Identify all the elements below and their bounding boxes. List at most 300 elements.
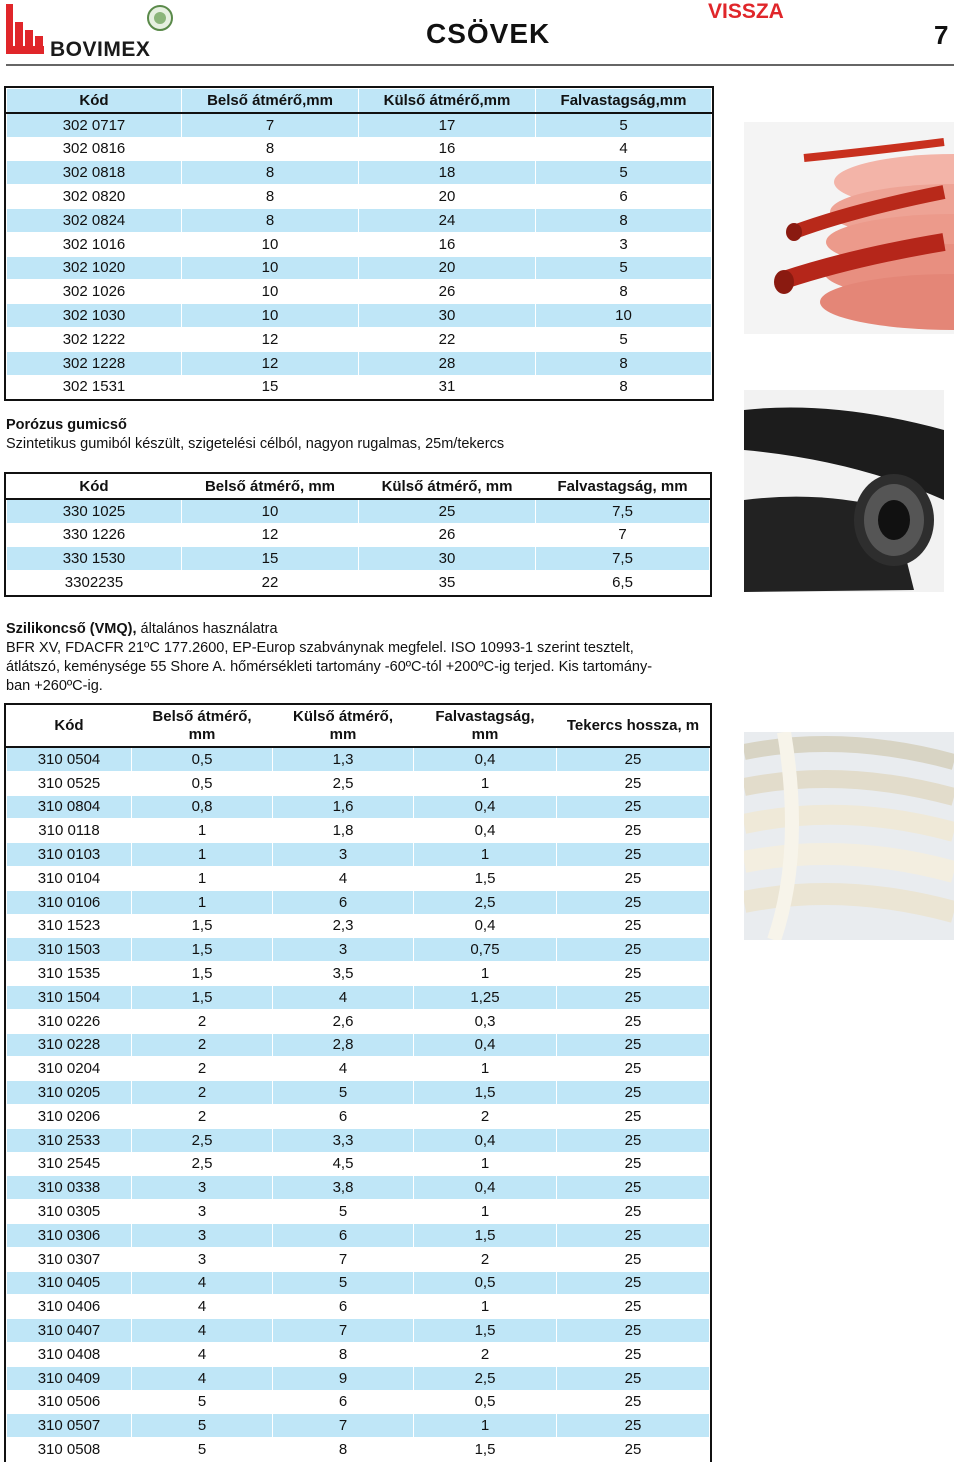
col-header-inner-diameter: Belső átmérő, mm — [182, 475, 359, 499]
cell-outer-diameter: 1,6 — [273, 795, 414, 819]
cell-roll-length: 25 — [557, 1128, 710, 1152]
table-row — [7, 1342, 710, 1366]
table-row — [7, 571, 710, 595]
cell-code: 302 1026 — [7, 280, 182, 304]
cell-code: 330 1530 — [7, 547, 182, 571]
cell-inner-diameter: 2 — [132, 1104, 273, 1128]
cell-wall-thickness: 2 — [414, 1247, 557, 1271]
cell-roll-length: 25 — [557, 1342, 710, 1366]
cell-wall-thickness: 1 — [414, 1295, 557, 1319]
cell-wall-thickness: 0,4 — [414, 747, 557, 771]
cell-code: 310 0305 — [7, 1200, 132, 1224]
table-row — [7, 1390, 710, 1414]
col-header-outer-diameter — [273, 706, 414, 748]
cell-inner-diameter: 3 — [132, 1200, 273, 1224]
cell-outer-diameter: 6 — [273, 890, 414, 914]
col-header-inner-diameter: Belső átmérő,mm — [182, 89, 359, 113]
cell-code: 310 0804 — [7, 795, 132, 819]
table-row — [7, 232, 712, 256]
cell-inner-diameter: 4 — [132, 1319, 273, 1343]
cell-wall-thickness: 1,5 — [414, 1319, 557, 1343]
cell-wall-thickness: 1,5 — [414, 1081, 557, 1105]
cell-inner-diameter: 10 — [182, 256, 359, 280]
table-row — [7, 1104, 710, 1128]
cell-roll-length: 25 — [557, 1438, 710, 1462]
cell-wall-thickness: 1,5 — [414, 1438, 557, 1462]
cell-inner-diameter: 2 — [132, 1033, 273, 1057]
cell-roll-length: 25 — [557, 1366, 710, 1390]
table-row — [7, 327, 712, 351]
cell-inner-diameter: 3 — [132, 1247, 273, 1271]
cell-inner-diameter: 2 — [132, 1057, 273, 1081]
cell-wall-thickness: 5 — [536, 327, 712, 351]
col-header-wall-thickness: Falvastagság,mm — [536, 89, 712, 113]
table-row — [7, 1414, 710, 1438]
cell-wall-thickness: 2,5 — [414, 890, 557, 914]
cell-inner-diameter: 10 — [182, 304, 359, 328]
cell-wall-thickness: 1 — [414, 771, 557, 795]
cell-inner-diameter: 0,5 — [132, 771, 273, 795]
cell-roll-length: 25 — [557, 1009, 710, 1033]
red-rubber-tube-coils-icon — [744, 122, 954, 334]
table-row — [7, 1176, 710, 1200]
black-porous-tube-icon — [744, 390, 944, 592]
cell-wall-thickness: 0,4 — [414, 1176, 557, 1200]
cell-outer-diameter: 4,5 — [273, 1152, 414, 1176]
cell-wall-thickness: 0,4 — [414, 1128, 557, 1152]
cell-code: 302 1228 — [7, 351, 182, 375]
cell-wall-thickness: 0,5 — [414, 1390, 557, 1414]
table-row — [7, 819, 710, 843]
cell-roll-length: 25 — [557, 962, 710, 986]
table-header-row — [7, 706, 710, 748]
cell-roll-length: 25 — [557, 1104, 710, 1128]
cell-code: 302 1020 — [7, 256, 182, 280]
cell-outer-diameter: 5 — [273, 1271, 414, 1295]
cell-roll-length: 25 — [557, 1057, 710, 1081]
cell-code: 310 1523 — [7, 914, 132, 938]
bovimex-logo — [6, 4, 181, 60]
cell-code: 3302235 — [7, 571, 182, 595]
logo-text: BOVIMEX — [50, 38, 151, 61]
cell-inner-diameter: 8 — [182, 137, 359, 161]
cell-outer-diameter: 26 — [359, 523, 536, 547]
cell-wall-thickness: 7 — [536, 523, 710, 547]
section-line-2: átlátszó, keménysége 55 Shore A. hőmérsékleti tartomány -60ºC-tól +200ºC-ig terjed. Kis tartomány- — [6, 659, 653, 675]
table-row — [7, 914, 710, 938]
cell-outer-diameter: 4 — [273, 985, 414, 1009]
cell-outer-diameter: 8 — [273, 1342, 414, 1366]
cell-code: 310 0307 — [7, 1247, 132, 1271]
cell-code: 302 0816 — [7, 137, 182, 161]
back-link[interactable]: VISSZA — [708, 0, 784, 23]
cell-code: 302 0717 — [7, 113, 182, 137]
cell-inner-diameter: 0,5 — [132, 747, 273, 771]
cell-inner-diameter: 2 — [132, 1009, 273, 1033]
cell-outer-diameter: 7 — [273, 1414, 414, 1438]
cell-outer-diameter: 16 — [359, 232, 536, 256]
cell-wall-thickness: 3 — [536, 232, 712, 256]
rubber-tube-table — [6, 88, 712, 399]
cell-outer-diameter: 31 — [359, 375, 536, 399]
cell-wall-thickness: 1 — [414, 962, 557, 986]
black-porous-tube-photo — [744, 390, 944, 592]
cell-outer-diameter: 28 — [359, 351, 536, 375]
cell-inner-diameter: 8 — [182, 161, 359, 185]
cell-inner-diameter: 4 — [132, 1271, 273, 1295]
cell-inner-diameter: 1,5 — [132, 938, 273, 962]
cell-outer-diameter: 5 — [273, 1081, 414, 1105]
cell-wall-thickness: 6,5 — [536, 571, 710, 595]
cell-code: 310 1503 — [7, 938, 132, 962]
cell-outer-diameter: 3,3 — [273, 1128, 414, 1152]
cell-outer-diameter: 3 — [273, 843, 414, 867]
cell-wall-thickness: 0,3 — [414, 1009, 557, 1033]
table-row — [7, 1009, 710, 1033]
table-row — [7, 185, 712, 209]
cell-code: 302 1222 — [7, 327, 182, 351]
table-row — [7, 1223, 710, 1247]
header-text: Külső átmérő, mm — [292, 708, 394, 743]
cell-wall-thickness: 1 — [414, 1414, 557, 1438]
cell-wall-thickness: 0,75 — [414, 938, 557, 962]
cell-outer-diameter: 2,5 — [273, 771, 414, 795]
table-row — [7, 304, 712, 328]
cell-outer-diameter: 16 — [359, 137, 536, 161]
cell-code: 310 0118 — [7, 819, 132, 843]
cell-roll-length: 25 — [557, 985, 710, 1009]
cell-inner-diameter: 3 — [132, 1176, 273, 1200]
page-number: 7 — [934, 20, 949, 50]
cell-code: 310 0407 — [7, 1319, 132, 1343]
cell-inner-diameter: 10 — [182, 499, 359, 523]
table-row — [7, 280, 712, 304]
cell-wall-thickness: 0,5 — [414, 1271, 557, 1295]
cell-roll-length: 25 — [557, 1295, 710, 1319]
table-row — [7, 985, 710, 1009]
cell-code: 302 1030 — [7, 304, 182, 328]
header-text: Belső átmérő, mm — [152, 708, 252, 743]
section-description: Szintetikus gumiból készült, szigetelési célból, nagyon rugalmas, 25m/tekercs — [6, 436, 505, 452]
cell-code: 310 2533 — [7, 1128, 132, 1152]
cell-wall-thickness: 0,4 — [414, 1033, 557, 1057]
cell-wall-thickness: 1,5 — [414, 1223, 557, 1247]
page-title: CSÖVEK — [426, 18, 551, 49]
cell-wall-thickness: 0,4 — [414, 795, 557, 819]
cell-outer-diameter: 3,5 — [273, 962, 414, 986]
cell-wall-thickness: 5 — [536, 113, 712, 137]
cell-outer-diameter: 1,3 — [273, 747, 414, 771]
table-header-row — [7, 475, 710, 499]
cell-inner-diameter: 4 — [132, 1366, 273, 1390]
cell-roll-length: 25 — [557, 1414, 710, 1438]
cell-inner-diameter: 0,8 — [132, 795, 273, 819]
cell-code: 310 0206 — [7, 1104, 132, 1128]
table-row — [7, 843, 710, 867]
cell-roll-length: 25 — [557, 1271, 710, 1295]
col-header-code: Kód — [7, 89, 182, 113]
cell-inner-diameter: 3 — [132, 1223, 273, 1247]
cell-code: 310 1504 — [7, 985, 132, 1009]
cell-wall-thickness: 7,5 — [536, 547, 710, 571]
cell-code: 310 0408 — [7, 1342, 132, 1366]
cell-roll-length: 25 — [557, 1152, 710, 1176]
cell-inner-diameter: 5 — [132, 1390, 273, 1414]
table-row — [7, 256, 712, 280]
table-body — [7, 113, 712, 399]
cell-inner-diameter: 5 — [132, 1414, 273, 1438]
section-title: Szilikoncső (VMQ), — [6, 621, 137, 637]
cell-code: 310 0306 — [7, 1223, 132, 1247]
col-header-roll-length: Tekercs hossza, m — [557, 706, 710, 748]
cell-roll-length: 25 — [557, 1223, 710, 1247]
cell-wall-thickness: 8 — [536, 280, 712, 304]
cell-inner-diameter: 5 — [132, 1438, 273, 1462]
cell-wall-thickness: 4 — [536, 137, 712, 161]
cell-roll-length: 25 — [557, 771, 710, 795]
cell-outer-diameter: 20 — [359, 185, 536, 209]
table-row — [7, 547, 710, 571]
cell-code: 310 0338 — [7, 1176, 132, 1200]
cell-inner-diameter: 1 — [132, 819, 273, 843]
cell-wall-thickness: 1 — [414, 1152, 557, 1176]
table-row — [7, 351, 712, 375]
col-header-outer-diameter: Külső átmérő,mm — [359, 89, 536, 113]
table-row — [7, 375, 712, 399]
cell-wall-thickness: 8 — [536, 351, 712, 375]
cell-inner-diameter: 1 — [132, 890, 273, 914]
cell-outer-diameter: 6 — [273, 1223, 414, 1247]
cell-outer-diameter: 18 — [359, 161, 536, 185]
cell-roll-length: 25 — [557, 819, 710, 843]
cell-outer-diameter: 26 — [359, 280, 536, 304]
cell-code: 310 0228 — [7, 1033, 132, 1057]
cell-outer-diameter: 3,8 — [273, 1176, 414, 1200]
cell-code: 302 0820 — [7, 185, 182, 209]
table-row — [7, 1200, 710, 1224]
cell-inner-diameter: 7 — [182, 113, 359, 137]
cell-wall-thickness: 8 — [536, 208, 712, 232]
cell-code: 310 0508 — [7, 1438, 132, 1462]
cell-outer-diameter: 6 — [273, 1295, 414, 1319]
cell-outer-diameter: 35 — [359, 571, 536, 595]
cell-roll-length: 25 — [557, 1247, 710, 1271]
cell-outer-diameter: 2,3 — [273, 914, 414, 938]
porous-tube-table — [6, 474, 710, 595]
cell-roll-length: 25 — [557, 890, 710, 914]
cell-wall-thickness: 1 — [414, 843, 557, 867]
cell-wall-thickness: 1,5 — [414, 866, 557, 890]
cell-outer-diameter: 25 — [359, 499, 536, 523]
cell-inner-diameter: 10 — [182, 280, 359, 304]
cell-outer-diameter: 4 — [273, 1057, 414, 1081]
table-row — [7, 1081, 710, 1105]
cell-wall-thickness: 2 — [414, 1104, 557, 1128]
cell-outer-diameter: 22 — [359, 327, 536, 351]
cell-roll-length: 25 — [557, 1081, 710, 1105]
header-divider — [6, 64, 954, 66]
cell-code: 310 0504 — [7, 747, 132, 771]
cell-code: 310 0507 — [7, 1414, 132, 1438]
table-row — [7, 208, 712, 232]
table-row — [7, 747, 710, 771]
cell-wall-thickness: 1,25 — [414, 985, 557, 1009]
cell-wall-thickness: 1 — [414, 1200, 557, 1224]
table-row — [7, 795, 710, 819]
cell-inner-diameter: 4 — [132, 1295, 273, 1319]
porous-tube-section — [6, 416, 504, 454]
cell-code: 310 0226 — [7, 1009, 132, 1033]
cell-outer-diameter: 5 — [273, 1200, 414, 1224]
cell-wall-thickness: 10 — [536, 304, 712, 328]
cell-roll-length: 25 — [557, 795, 710, 819]
cell-outer-diameter: 8 — [273, 1438, 414, 1462]
cell-code: 302 1016 — [7, 232, 182, 256]
cell-outer-diameter: 1,8 — [273, 819, 414, 843]
col-header-wall-thickness — [414, 706, 557, 748]
cell-outer-diameter: 7 — [273, 1247, 414, 1271]
cell-code: 310 0103 — [7, 843, 132, 867]
cell-code: 302 0818 — [7, 161, 182, 185]
cell-wall-thickness: 0,4 — [414, 914, 557, 938]
cell-code: 310 0506 — [7, 1390, 132, 1414]
cell-code: 310 2545 — [7, 1152, 132, 1176]
table-row — [7, 1128, 710, 1152]
cell-inner-diameter: 8 — [182, 185, 359, 209]
table-row — [7, 161, 712, 185]
table-row — [7, 1438, 710, 1462]
cell-roll-length: 25 — [557, 1176, 710, 1200]
section-line-3: ban +260ºC-ig. — [6, 678, 103, 694]
cell-roll-length: 25 — [557, 843, 710, 867]
cell-outer-diameter: 2,6 — [273, 1009, 414, 1033]
cell-code: 310 0525 — [7, 771, 132, 795]
cell-inner-diameter: 2,5 — [132, 1128, 273, 1152]
cell-outer-diameter: 4 — [273, 866, 414, 890]
cell-code: 310 0405 — [7, 1271, 132, 1295]
cell-roll-length: 25 — [557, 938, 710, 962]
cell-roll-length: 25 — [557, 866, 710, 890]
cell-wall-thickness: 6 — [536, 185, 712, 209]
cell-roll-length: 25 — [557, 1200, 710, 1224]
cell-wall-thickness: 7,5 — [536, 499, 710, 523]
table-row — [7, 890, 710, 914]
cell-wall-thickness: 2 — [414, 1342, 557, 1366]
cell-outer-diameter: 24 — [359, 208, 536, 232]
cell-inner-diameter: 15 — [182, 375, 359, 399]
cell-outer-diameter: 6 — [273, 1390, 414, 1414]
cell-wall-thickness: 5 — [536, 256, 712, 280]
cell-inner-diameter: 10 — [182, 232, 359, 256]
cell-inner-diameter: 1 — [132, 866, 273, 890]
col-header-wall-thickness: Falvastagság, mm — [536, 475, 710, 499]
cell-code: 310 0104 — [7, 866, 132, 890]
red-rubber-tube-coils-photo — [744, 122, 954, 334]
cell-inner-diameter: 8 — [182, 208, 359, 232]
cell-outer-diameter: 7 — [273, 1319, 414, 1343]
table-row — [7, 1319, 710, 1343]
cell-wall-thickness: 0,4 — [414, 819, 557, 843]
clear-silicone-tube-coils-photo — [744, 732, 954, 940]
col-header-inner-diameter — [132, 706, 273, 748]
col-header-outer-diameter: Külső átmérő, mm — [359, 475, 536, 499]
table-row — [7, 523, 710, 547]
cell-outer-diameter: 30 — [359, 547, 536, 571]
cell-code: 310 1535 — [7, 962, 132, 986]
table-body — [7, 499, 710, 595]
table-row — [7, 1366, 710, 1390]
silicone-tube-table — [6, 705, 710, 1462]
table-row — [7, 499, 710, 523]
col-header-code: Kód — [7, 706, 132, 748]
table-row — [7, 137, 712, 161]
table-row — [7, 1152, 710, 1176]
table-row — [7, 1247, 710, 1271]
cell-inner-diameter: 15 — [182, 547, 359, 571]
cell-inner-diameter: 12 — [182, 351, 359, 375]
clear-silicone-tube-coils-icon — [744, 732, 954, 940]
cell-outer-diameter: 17 — [359, 113, 536, 137]
section-line-1: BFR XV, FDACFR 21ºC 177.2600, EP-Europ szabványnak megfelel. ISO 10993-1 szerint tesztelt, — [6, 640, 634, 656]
cell-outer-diameter: 2,8 — [273, 1033, 414, 1057]
cell-roll-length: 25 — [557, 1319, 710, 1343]
cell-inner-diameter: 1,5 — [132, 985, 273, 1009]
cell-code: 310 0106 — [7, 890, 132, 914]
header-text: Falvastagság, mm — [435, 708, 535, 743]
table-row — [7, 1295, 710, 1319]
cell-code: 310 0204 — [7, 1057, 132, 1081]
cell-roll-length: 25 — [557, 914, 710, 938]
table-row — [7, 866, 710, 890]
cell-inner-diameter: 2,5 — [132, 1152, 273, 1176]
cell-inner-diameter: 1,5 — [132, 962, 273, 986]
table-row — [7, 1271, 710, 1295]
cell-inner-diameter: 12 — [182, 327, 359, 351]
cell-outer-diameter: 30 — [359, 304, 536, 328]
table-row — [7, 1033, 710, 1057]
cell-code: 302 0824 — [7, 208, 182, 232]
cell-outer-diameter: 6 — [273, 1104, 414, 1128]
cell-code: 310 0409 — [7, 1366, 132, 1390]
cell-inner-diameter: 22 — [182, 571, 359, 595]
table-row — [7, 1057, 710, 1081]
table-row — [7, 962, 710, 986]
cell-outer-diameter: 3 — [273, 938, 414, 962]
cell-wall-thickness: 1 — [414, 1057, 557, 1081]
cell-code: 310 0205 — [7, 1081, 132, 1105]
cell-roll-length: 25 — [557, 747, 710, 771]
cell-inner-diameter: 12 — [182, 523, 359, 547]
cell-code: 310 0406 — [7, 1295, 132, 1319]
table-header-row — [7, 89, 712, 113]
cell-code: 302 1531 — [7, 375, 182, 399]
table-body — [7, 747, 710, 1461]
cell-inner-diameter: 1,5 — [132, 914, 273, 938]
cell-wall-thickness: 5 — [536, 161, 712, 185]
cell-inner-diameter: 2 — [132, 1081, 273, 1105]
cell-code: 330 1025 — [7, 499, 182, 523]
cell-wall-thickness: 2,5 — [414, 1366, 557, 1390]
section-title-rest: általános használatra — [136, 621, 278, 637]
cell-roll-length: 25 — [557, 1033, 710, 1057]
table-row — [7, 113, 712, 137]
cell-inner-diameter: 4 — [132, 1342, 273, 1366]
cell-outer-diameter: 9 — [273, 1366, 414, 1390]
table-row — [7, 938, 710, 962]
cell-code: 330 1226 — [7, 523, 182, 547]
cell-outer-diameter: 20 — [359, 256, 536, 280]
section-title: Porózus gumicső — [6, 417, 127, 433]
